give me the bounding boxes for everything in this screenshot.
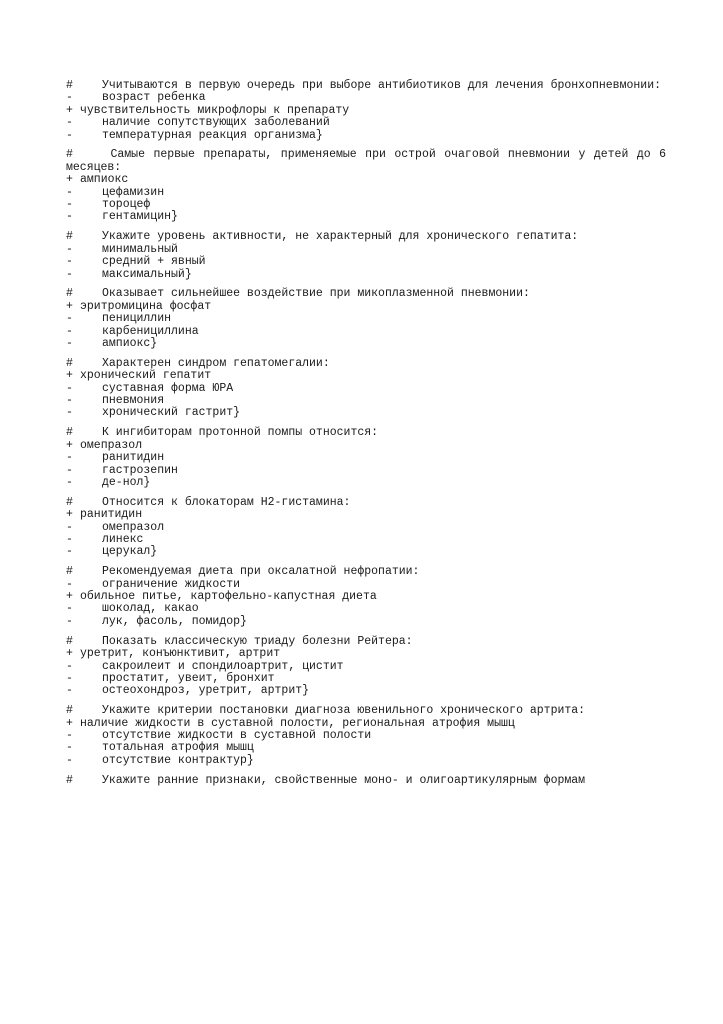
answer-text: цефамизин — [102, 185, 165, 199]
question-text: Оказывает сильнейшее воздействие при микоплазменной пневмонии: — [102, 287, 530, 301]
answer-sign: - — [66, 577, 73, 591]
answer-option — [66, 313, 666, 325]
answer-sign: - — [66, 451, 73, 465]
question-marker: # — [66, 773, 73, 787]
answer-text: хронический гепатит — [80, 369, 212, 383]
answer-sign: - — [66, 729, 73, 743]
answer-text: остеохондроз, уретрит, артрит} — [102, 684, 310, 698]
answer-text: церукал} — [102, 545, 158, 559]
answer-sign: - — [66, 406, 73, 420]
question-marker: # — [66, 79, 73, 92]
answer-sign: - — [66, 614, 73, 628]
answer-text: хронический гастрит} — [102, 406, 241, 420]
answer-sign: - — [66, 242, 73, 256]
answer-sign: - — [66, 198, 73, 212]
question-marker: # — [66, 704, 73, 718]
answer-option — [66, 269, 666, 281]
answer-sign: - — [66, 671, 73, 685]
answer-text: возраст ребенка — [102, 91, 206, 105]
question-block — [66, 566, 666, 628]
answer-option — [66, 256, 666, 268]
question-block — [66, 427, 666, 489]
answer-text: де-нол} — [102, 475, 151, 489]
question-marker: # — [66, 426, 73, 440]
answer-sign: + — [66, 438, 73, 452]
answer-text: эритромицина фосфат — [80, 299, 212, 313]
answer-option — [66, 755, 666, 767]
answer-option — [66, 742, 666, 754]
answer-option — [66, 522, 666, 534]
question-text: Показать классическую триаду болезни Рейтера: — [102, 634, 413, 648]
question-text: Укажите ранние признаки, свойственные моно- и олигоартикулярным формам — [102, 773, 586, 787]
answer-option — [66, 130, 666, 142]
answer-option — [66, 211, 666, 223]
question-block — [66, 705, 666, 767]
question-marker: # — [66, 356, 73, 370]
question-marker: # — [66, 148, 73, 162]
question-stem — [66, 566, 666, 578]
answer-sign: + — [66, 590, 73, 604]
question-text: Укажите уровень активности, не характерный для хронического гепатита: — [102, 230, 579, 244]
answer-text: пенициллин — [102, 312, 172, 326]
answer-sign: - — [66, 185, 73, 199]
question-stem — [66, 497, 666, 509]
answer-text: омепразол — [102, 520, 165, 534]
question-block — [66, 636, 666, 698]
answer-sign: - — [66, 337, 73, 350]
answer-text: максимальный} — [102, 267, 192, 281]
answer-sign: - — [66, 533, 73, 547]
answer-text: гентамицин} — [102, 210, 178, 224]
question-text: Относится к блокаторам Н2-гистамина: — [102, 495, 351, 509]
answer-option — [66, 685, 666, 697]
question-marker: # — [66, 287, 73, 301]
question-block — [66, 497, 666, 559]
answer-text: наличие жидкости в суставной полости, региональная атрофия мышц — [80, 716, 515, 730]
answer-sign: - — [66, 128, 73, 142]
answer-text: средний + явный — [102, 255, 206, 269]
answer-sign: - — [66, 324, 73, 338]
answer-sign: - — [66, 463, 73, 477]
answer-option — [66, 648, 666, 660]
answer-sign: + — [66, 508, 73, 522]
answer-text: линекс — [102, 533, 144, 547]
question-block — [66, 80, 666, 142]
answer-text: температурная реакция организма} — [102, 128, 323, 142]
question-stem — [66, 288, 666, 300]
question-text: К ингибиторам протонной помпы относится: — [102, 426, 379, 440]
question-stem — [66, 427, 666, 439]
question-stem — [66, 775, 666, 787]
question-marker: # — [66, 634, 73, 648]
question-block — [66, 231, 666, 281]
answer-text: тороцеф — [102, 198, 151, 212]
question-text: Характерен синдром гепатомегалии: — [102, 356, 330, 370]
question-block — [66, 358, 666, 420]
answer-option — [66, 452, 666, 464]
answer-text: суставная форма ЮРА — [102, 381, 234, 395]
answer-text: простатит, увеит, бронхит — [102, 671, 275, 685]
answer-sign: - — [66, 475, 73, 489]
answer-text: гастрозепин — [102, 463, 178, 477]
answer-text: ограничение жидкости — [102, 577, 241, 591]
answer-option — [66, 117, 666, 129]
answer-text: сакроилеит и спондилоартрит, цистит — [102, 659, 344, 673]
answer-sign: - — [66, 255, 73, 269]
question-marker: # — [66, 230, 73, 244]
answer-sign: - — [66, 116, 73, 130]
answer-option — [66, 477, 666, 489]
answer-sign: + — [66, 103, 73, 117]
answer-sign: - — [66, 91, 73, 105]
answer-text: ампиокс — [80, 173, 129, 187]
question-text: Укажите критерии постановки диагноза ювенильного хронического артрита: — [102, 704, 586, 718]
question-stem — [66, 149, 666, 174]
answer-sign: - — [66, 684, 73, 698]
answer-text: пневмония — [102, 394, 165, 408]
answer-sign: - — [66, 381, 73, 395]
answer-sign: + — [66, 299, 73, 313]
answer-option — [66, 370, 666, 382]
answer-sign: + — [66, 647, 73, 661]
answer-sign: - — [66, 602, 73, 616]
answer-option — [66, 407, 666, 419]
question-block — [66, 149, 666, 223]
answer-option — [66, 616, 666, 628]
question-block — [66, 288, 666, 350]
question-marker: # — [66, 495, 73, 509]
answer-text: омепразол — [80, 438, 143, 452]
question-stem — [66, 231, 666, 243]
answer-text: карбенициллина — [102, 324, 199, 338]
answer-option — [66, 187, 666, 199]
question-stem — [66, 705, 666, 717]
answer-text: минимальный — [102, 242, 178, 256]
answer-sign: - — [66, 520, 73, 534]
question-text: Учитываются в первую очередь при выборе антибиотиков для лечения бронхопневмонии: — [102, 79, 661, 92]
answer-sign: - — [66, 312, 73, 326]
answer-sign: + — [66, 716, 73, 730]
answer-text: отсутствие жидкости в суставной полости — [102, 729, 372, 743]
answer-sign: - — [66, 394, 73, 408]
answer-sign: - — [66, 659, 73, 673]
answer-text: ампиокс} — [102, 337, 158, 350]
answer-text: ранитидин — [80, 508, 143, 522]
answer-option — [66, 546, 666, 558]
question-text: Рекомендуемая диета при оксалатной нефропатии: — [102, 565, 420, 579]
answer-text: ранитидин — [102, 451, 165, 465]
answer-option — [66, 465, 666, 477]
question-block — [66, 775, 666, 787]
answer-sign: - — [66, 753, 73, 767]
answer-sign: + — [66, 173, 73, 187]
answer-text: лук, фасоль, помидор} — [102, 614, 247, 628]
answer-text: обильное питье, картофельно-капустная диета — [80, 590, 377, 604]
answer-text: тотальная атрофия мышц — [102, 741, 254, 755]
answer-text: отсутствие контрактур} — [102, 753, 254, 767]
answer-text: наличие сопутствующих заболеваний — [102, 116, 330, 130]
answer-option — [66, 338, 666, 350]
answer-option — [66, 174, 666, 186]
answer-text: чувствительность микрофлоры к препарату — [80, 103, 350, 117]
answer-text: уретрит, конъюнктивит, артрит — [80, 647, 281, 661]
answer-option — [66, 92, 666, 104]
answer-sign: - — [66, 210, 73, 224]
question-text: Самые первые препараты, применяемые при острой очаговой пневмонии у детей до 6 месяцев: — [66, 148, 666, 174]
answer-option — [66, 509, 666, 521]
test-document — [66, 80, 666, 795]
answer-sign: + — [66, 369, 73, 383]
answer-sign: - — [66, 741, 73, 755]
answer-sign: - — [66, 545, 73, 559]
answer-text: шоколад, какао — [102, 602, 199, 616]
answer-sign: - — [66, 267, 73, 281]
question-marker: # — [66, 565, 73, 579]
